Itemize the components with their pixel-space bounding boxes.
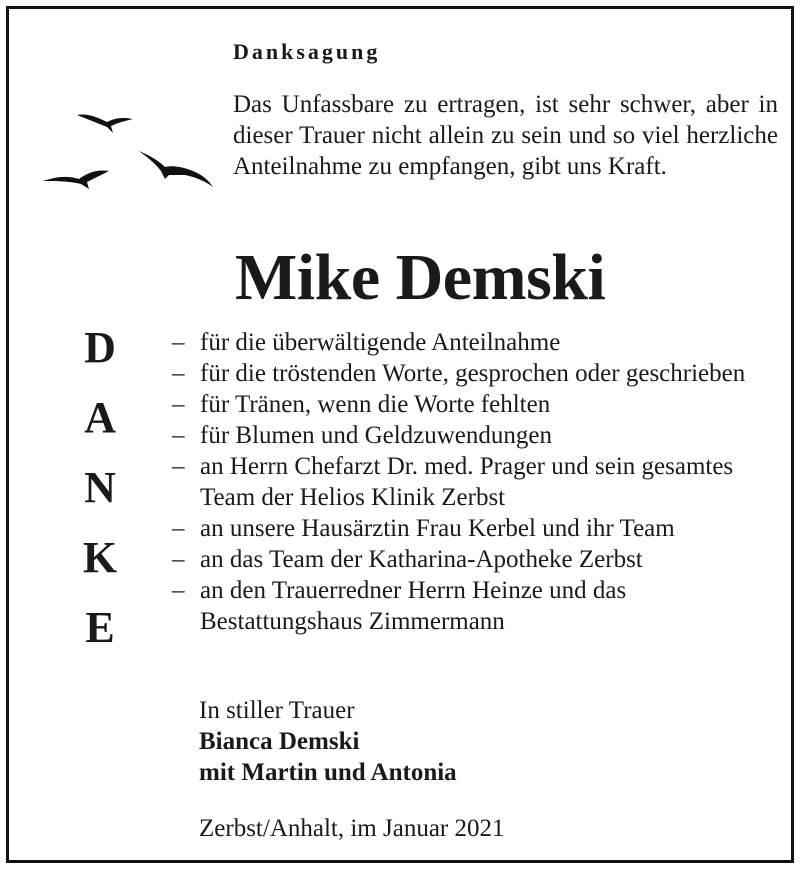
list-item: – für Tränen, wenn die Worte fehlten [172,389,772,420]
list-item: – an den Trauerredner Herrn Heinze und das Bestattungshaus Zimmermann [172,575,772,637]
danke-letter: E [85,603,115,652]
thanks-list [172,327,772,637]
list-item: – an unsere Hausärztin Frau Kerbel und ihr Team [172,513,772,544]
danke-letter: A [84,393,116,442]
list-item: – für die überwältigende Anteilnahme [172,327,772,358]
list-item: – für die tröstenden Worte, gesprochen oder geschrieben [172,358,772,389]
mourner-family: mit Martin und Antonia [199,759,457,786]
place-date: Zerbst/Anhalt, im Januar 2021 [199,815,505,842]
closing-line: In stiller Trauer [199,697,355,724]
notice-heading: Danksagung [233,39,381,64]
intro-text: Das Unfassbare zu ertragen, ist sehr schwer, aber in dieser Trauer nicht allein zu sein und so viel herzliche Anteilnahme zu empfangen, gibt uns Kraft. [233,91,778,180]
list-item: – an das Team der Katharina-Apotheke Zerbst [172,544,772,575]
danke-letter: K [82,533,118,582]
obituary-notice [6,6,794,863]
list-item: – für Blumen und Geldzuwendungen [172,420,772,451]
mourner-name: Bianca Demski [199,728,360,755]
deceased-name: Mike Demski [235,241,606,314]
birds-icon [43,105,223,201]
list-item: – an Herrn Chefarzt Dr. med. Prager und sein gesamtes Team der Helios Klinik Zerbst [172,451,772,513]
closing-block [199,695,457,788]
danke-letter: N [84,463,116,512]
danke-letters [75,323,125,673]
danke-letter: D [84,323,116,372]
